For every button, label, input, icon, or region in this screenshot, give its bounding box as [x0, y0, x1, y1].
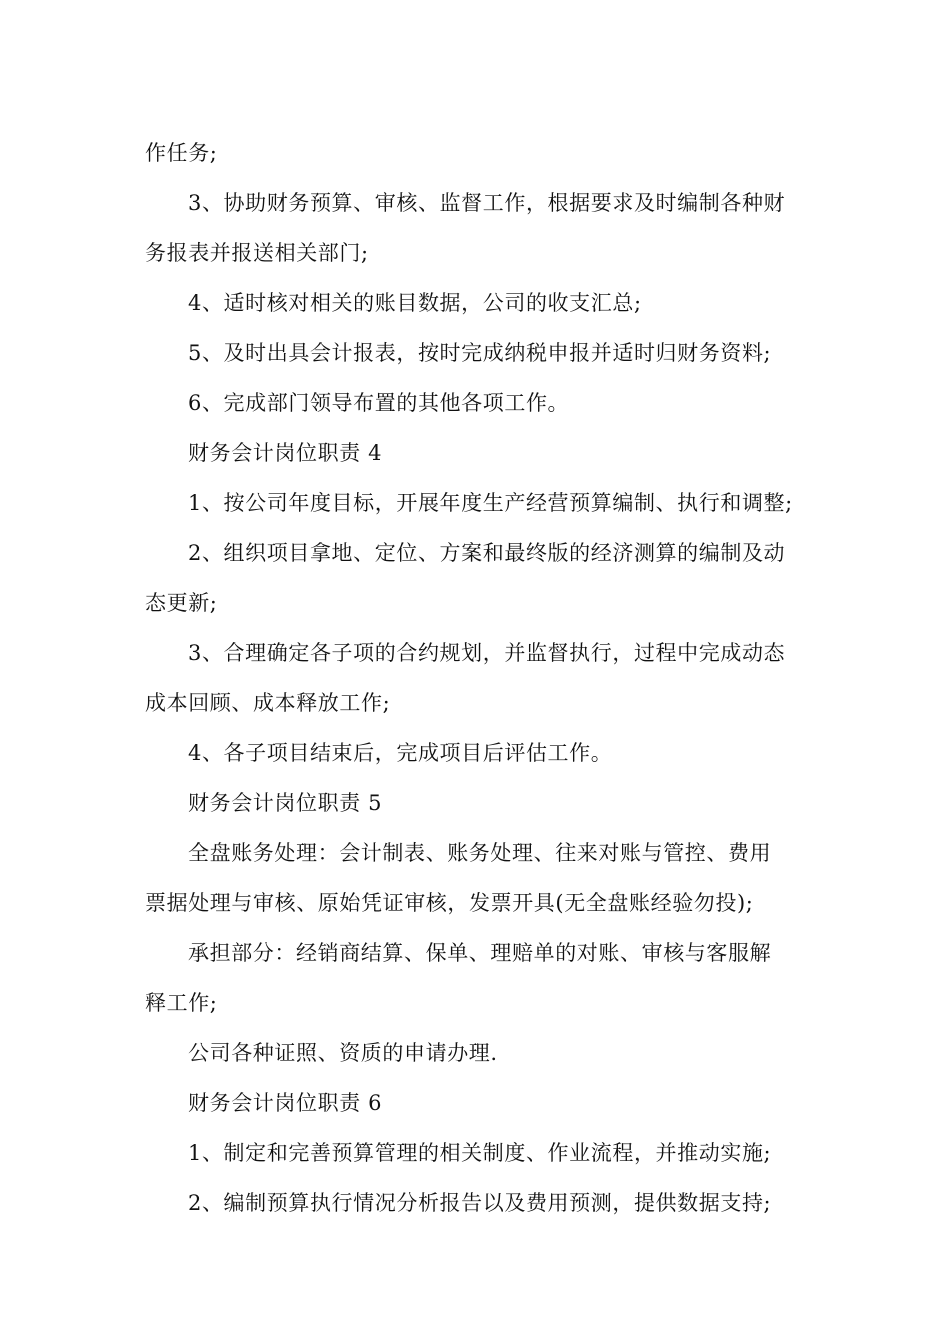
text-line: 票据处理与审核、原始凭证审核，发票开具(无全盘账经验勿投);: [145, 891, 754, 915]
text-line: 6、完成部门领导布置的其他各项工作。: [188, 391, 570, 415]
text-line: 务报表并报送相关部门;: [145, 241, 369, 265]
text-line: 态更新;: [145, 591, 218, 615]
text-line: 3、合理确定各子项的合约规划，并监督执行，过程中完成动态: [188, 641, 786, 665]
document-page: [145, 128, 815, 1228]
section-heading: 财务会计岗位职责 4: [188, 441, 383, 465]
text-line: 全盘账务处理：会计制表、账务处理、往来对账与管控、费用: [188, 841, 772, 865]
text-line: 承担部分：经销商结算、保单、理赔单的对账、审核与客服解: [188, 941, 772, 965]
text-line: 2、组织项目拿地、定位、方案和最终版的经济测算的编制及动: [188, 541, 786, 565]
text-line: 1、按公司年度目标，开展年度生产经营预算编制、执行和调整;: [188, 491, 793, 515]
text-line: 4、适时核对相关的账目数据，公司的收支汇总;: [188, 291, 642, 315]
text-line: 5、及时出具会计报表，按时完成纳税申报并适时归财务资料;: [188, 341, 772, 365]
text-line: 2、编制预算执行情况分析报告以及费用预测，提供数据支持;: [188, 1191, 772, 1215]
text-line: 释工作;: [145, 991, 218, 1015]
text-line: 1、制定和完善预算管理的相关制度、作业流程，并推动实施;: [188, 1141, 772, 1165]
text-line: 3、协助财务预算、审核、监督工作，根据要求及时编制各种财: [188, 191, 786, 215]
text-line: 公司各种证照、资质的申请办理.: [188, 1041, 498, 1065]
section-heading: 财务会计岗位职责 5: [188, 791, 383, 815]
text-line: 成本回顾、成本释放工作;: [145, 691, 391, 715]
section-heading: 财务会计岗位职责 6: [188, 1091, 383, 1115]
text-line: 4、各子项目结束后，完成项目后评估工作。: [188, 741, 613, 765]
text-line: 作任务;: [145, 141, 218, 165]
